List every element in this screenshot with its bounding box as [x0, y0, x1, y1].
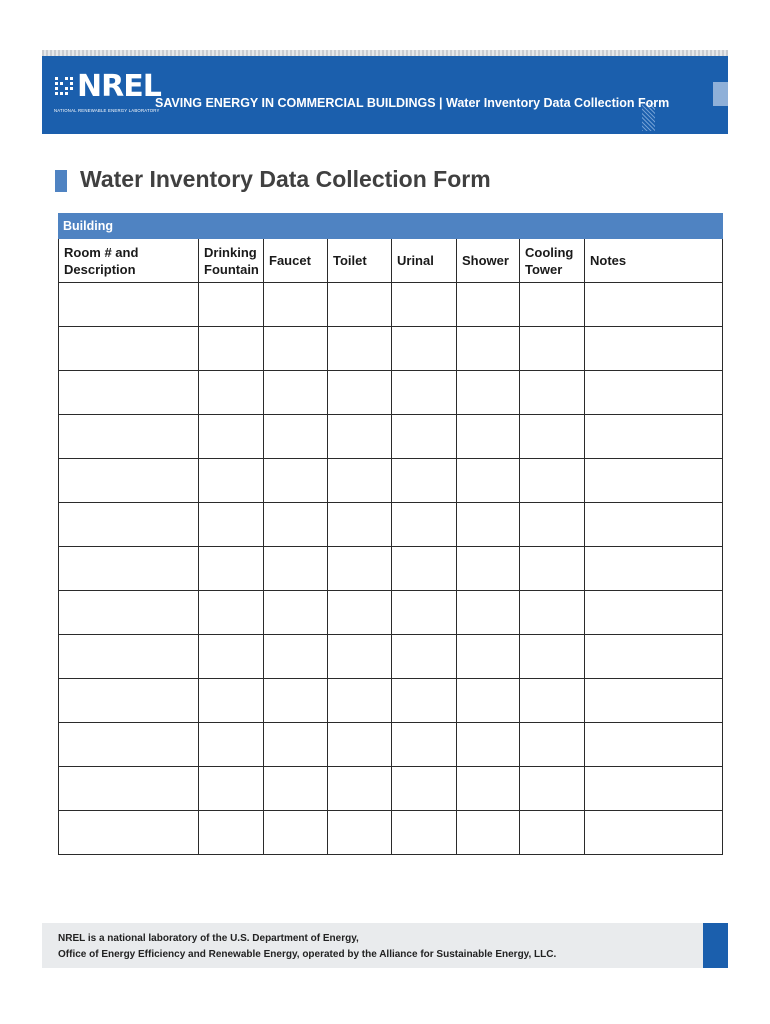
form-cell[interactable] — [457, 811, 520, 855]
column-header-shower: Shower — [457, 239, 520, 283]
form-cell[interactable] — [585, 371, 723, 415]
form-cell[interactable] — [199, 415, 264, 459]
form-cell[interactable] — [328, 723, 392, 767]
table-row — [59, 811, 723, 855]
building-section-row — [59, 214, 723, 239]
form-cell[interactable] — [264, 371, 328, 415]
form-cell[interactable] — [199, 459, 264, 503]
form-cell[interactable] — [59, 679, 199, 723]
form-cell[interactable] — [199, 371, 264, 415]
form-cell[interactable] — [392, 283, 457, 327]
form-cell[interactable] — [520, 635, 585, 679]
form-cell[interactable] — [264, 283, 328, 327]
form-cell[interactable] — [328, 547, 392, 591]
column-header-notes: Notes — [585, 239, 723, 283]
form-cell[interactable] — [264, 415, 328, 459]
form-cell[interactable] — [199, 679, 264, 723]
form-cell[interactable] — [392, 327, 457, 371]
footer-text — [58, 931, 556, 963]
form-cell[interactable] — [457, 503, 520, 547]
form-cell[interactable] — [585, 723, 723, 767]
form-cell[interactable] — [199, 591, 264, 635]
form-cell[interactable] — [59, 723, 199, 767]
table-row — [59, 679, 723, 723]
form-cell[interactable] — [457, 459, 520, 503]
form-cell[interactable] — [328, 767, 392, 811]
nrel-logo — [54, 69, 161, 120]
logo-subtitle: NATIONAL RENEWABLE ENERGY LABORATORY — [54, 108, 160, 113]
form-cell[interactable] — [520, 591, 585, 635]
form-cell[interactable] — [264, 503, 328, 547]
form-cell[interactable] — [199, 723, 264, 767]
form-cell[interactable] — [328, 503, 392, 547]
footer-line-2: Office of Energy Efficiency and Renewable Energy, operated by the Alliance for Sustainable Energy, LLC. — [58, 949, 557, 960]
form-cell[interactable] — [585, 327, 723, 371]
form-cell[interactable] — [264, 723, 328, 767]
form-cell[interactable] — [392, 635, 457, 679]
form-cell[interactable] — [585, 415, 723, 459]
form-cell[interactable] — [520, 547, 585, 591]
logo-wordmark: NREL — [77, 69, 161, 104]
form-cell[interactable] — [457, 767, 520, 811]
heading-marker — [55, 170, 67, 192]
table-row — [59, 547, 723, 591]
form-cell[interactable] — [264, 635, 328, 679]
page-title: Water Inventory Data Collection Form — [80, 166, 491, 192]
form-cell[interactable] — [199, 767, 264, 811]
form-cell[interactable] — [585, 283, 723, 327]
form-cell[interactable] — [199, 327, 264, 371]
form-cell[interactable] — [328, 327, 392, 371]
form-cell[interactable] — [392, 371, 457, 415]
form-cell[interactable] — [328, 415, 392, 459]
form-cell[interactable] — [585, 503, 723, 547]
form-cell[interactable] — [264, 679, 328, 723]
column-header-toilet: Toilet — [328, 239, 392, 283]
form-cell[interactable] — [59, 767, 199, 811]
form-cell[interactable] — [585, 635, 723, 679]
banner-side-tab — [713, 82, 728, 106]
form-cell[interactable] — [457, 635, 520, 679]
form-cell[interactable] — [392, 415, 457, 459]
form-cell[interactable] — [328, 635, 392, 679]
form-cell[interactable] — [328, 591, 392, 635]
form-cell[interactable] — [520, 503, 585, 547]
form-cell[interactable] — [585, 811, 723, 855]
form-cell[interactable] — [585, 591, 723, 635]
table-header-row — [59, 239, 723, 283]
form-cell[interactable] — [392, 459, 457, 503]
form-cell[interactable] — [457, 723, 520, 767]
form-cell[interactable] — [328, 679, 392, 723]
table-row — [59, 327, 723, 371]
table-body — [59, 283, 723, 855]
form-cell[interactable] — [264, 811, 328, 855]
form-cell[interactable] — [199, 283, 264, 327]
form-cell[interactable] — [457, 547, 520, 591]
form-cell[interactable] — [59, 547, 199, 591]
form-cell[interactable] — [585, 679, 723, 723]
form-cell[interactable] — [457, 371, 520, 415]
building-label: Building — [59, 214, 723, 239]
column-header-cooling-tower: Cooling Tower — [520, 239, 585, 283]
form-cell[interactable] — [264, 767, 328, 811]
form-cell[interactable] — [264, 459, 328, 503]
form-cell[interactable] — [585, 547, 723, 591]
form-cell[interactable] — [457, 415, 520, 459]
form-cell[interactable] — [392, 591, 457, 635]
form-cell[interactable] — [392, 547, 457, 591]
form-cell[interactable] — [520, 327, 585, 371]
column-header-room: Room # and Description — [59, 239, 199, 283]
form-cell[interactable] — [264, 547, 328, 591]
form-cell[interactable] — [457, 327, 520, 371]
banner-title: SAVING ENERGY IN COMMERCIAL BUILDINGS | Water Inventory Data Collection Form — [155, 96, 670, 110]
form-cell[interactable] — [392, 723, 457, 767]
form-cell[interactable] — [520, 679, 585, 723]
table-row — [59, 635, 723, 679]
form-cell[interactable] — [392, 679, 457, 723]
form-cell[interactable] — [199, 635, 264, 679]
table-row — [59, 283, 723, 327]
form-cell[interactable] — [328, 371, 392, 415]
form-cell[interactable] — [199, 811, 264, 855]
form-cell[interactable] — [264, 591, 328, 635]
inventory-table — [58, 213, 723, 855]
table-row — [59, 503, 723, 547]
form-cell[interactable] — [392, 767, 457, 811]
form-cell[interactable] — [457, 679, 520, 723]
form-cell[interactable] — [199, 547, 264, 591]
form-cell[interactable] — [264, 327, 328, 371]
form-cell[interactable] — [59, 371, 199, 415]
form-cell[interactable] — [520, 283, 585, 327]
form-cell[interactable] — [520, 459, 585, 503]
form-cell[interactable] — [59, 327, 199, 371]
form-cell[interactable] — [59, 503, 199, 547]
form-cell[interactable] — [59, 283, 199, 327]
form-cell[interactable] — [59, 635, 199, 679]
form-cell[interactable] — [585, 767, 723, 811]
column-header-urinal: Urinal — [392, 239, 457, 283]
table-row — [59, 415, 723, 459]
table-row — [59, 591, 723, 635]
table-row — [59, 371, 723, 415]
form-cell[interactable] — [520, 415, 585, 459]
form-cell[interactable] — [328, 283, 392, 327]
table-row — [59, 723, 723, 767]
form-cell[interactable] — [59, 415, 199, 459]
form-cell[interactable] — [59, 459, 199, 503]
table-row — [59, 767, 723, 811]
column-header-drinking-fountain: Drinking Fountain — [199, 239, 264, 283]
form-cell[interactable] — [59, 811, 199, 855]
form-cell[interactable] — [328, 811, 392, 855]
nrel-logo-mark-icon — [54, 76, 74, 96]
form-cell[interactable] — [520, 767, 585, 811]
table-row — [59, 459, 723, 503]
form-cell[interactable] — [457, 591, 520, 635]
form-cell[interactable] — [392, 503, 457, 547]
form-cell[interactable] — [520, 811, 585, 855]
form-cell[interactable] — [520, 371, 585, 415]
form-cell[interactable] — [585, 459, 723, 503]
form-cell[interactable] — [59, 591, 199, 635]
form-cell[interactable] — [328, 459, 392, 503]
footer-side-tab — [703, 923, 728, 968]
footer-line-1: NREL is a national laboratory of the U.S. Department of Energy, — [58, 933, 359, 944]
form-cell[interactable] — [520, 723, 585, 767]
column-header-faucet: Faucet — [264, 239, 328, 283]
form-cell[interactable] — [392, 811, 457, 855]
form-cell[interactable] — [457, 283, 520, 327]
form-cell[interactable] — [199, 503, 264, 547]
